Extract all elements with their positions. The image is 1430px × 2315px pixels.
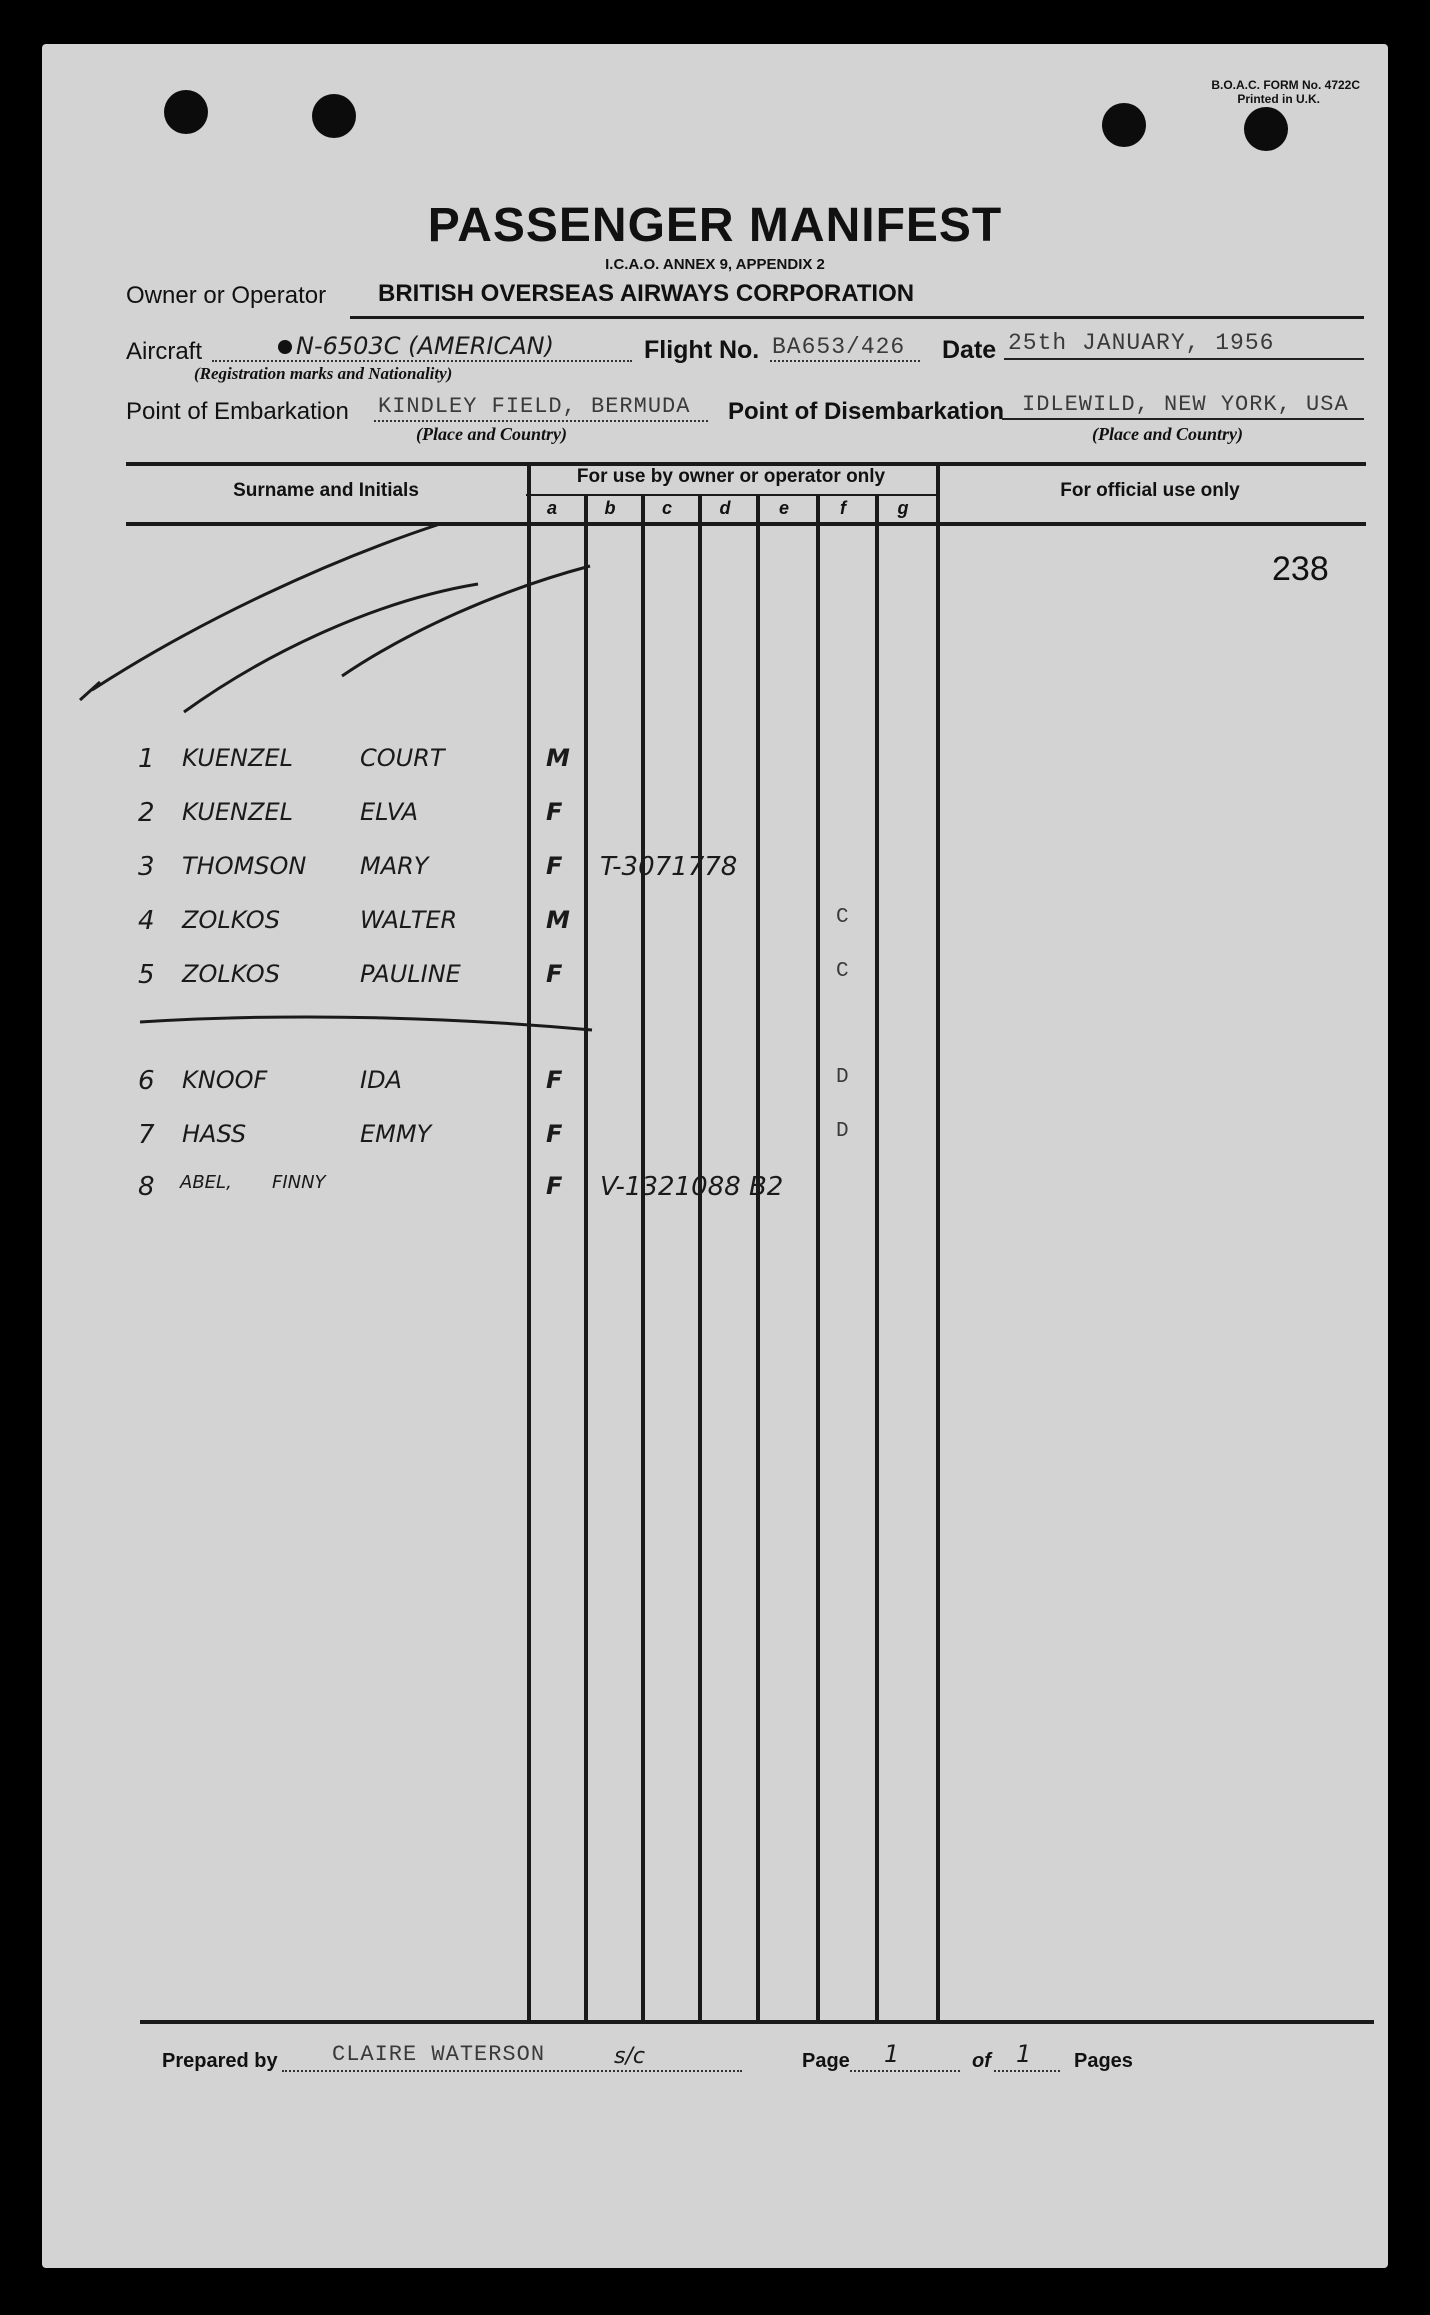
sub-column-e: e	[778, 498, 789, 518]
sex: F	[546, 798, 563, 826]
sub-column-d: d	[719, 498, 731, 518]
column-b-value: T-3071778	[600, 852, 738, 882]
given-name: WALTER	[360, 906, 458, 934]
prepared-field-line	[282, 2070, 742, 2072]
sub-column-a: a	[546, 498, 557, 518]
aircraft-value: N-6503C (AMERICAN)	[296, 332, 554, 360]
table-row	[0, 744, 1430, 784]
prepared-suffix: s/c	[614, 2044, 645, 2069]
table-row	[0, 852, 1430, 892]
embarkation-note: (Place and Country)	[416, 424, 567, 444]
surname: KNOOF	[182, 1066, 268, 1094]
surname: THOMSON	[182, 852, 307, 880]
table-row	[0, 1066, 1430, 1106]
page-label: Page	[802, 2050, 850, 2072]
column-f-value: C	[836, 906, 850, 929]
sex: F	[546, 960, 563, 988]
row-number: 6	[138, 1066, 155, 1096]
page-field-line	[850, 2070, 960, 2072]
subtitle: I.C.A.O. ANNEX 9, APPENDIX 2	[605, 256, 825, 273]
row-number: 3	[138, 852, 155, 882]
col-official-header: For official use only	[1060, 480, 1240, 501]
sex: F	[546, 1066, 563, 1094]
given-name: IDA	[360, 1066, 402, 1094]
sub-column-f: f	[840, 498, 846, 518]
col-operator-header: For use by owner or operator only	[576, 466, 886, 487]
given-name: PAULINE	[360, 960, 461, 988]
sex: F	[546, 1120, 563, 1148]
row-number: 1	[138, 744, 155, 774]
of-field-line	[994, 2070, 1060, 2072]
surname: ZOLKOS	[182, 960, 280, 988]
table-row	[0, 906, 1430, 946]
table-row	[0, 1120, 1430, 1160]
prepared-value: CLAIRE WATERSON	[332, 2042, 546, 2067]
surname: ABEL,	[180, 1172, 232, 1193]
surname: KUENZEL	[182, 744, 293, 772]
given-name: COURT	[360, 744, 445, 772]
pages-label: Pages	[1074, 2050, 1133, 2072]
column-b-value: V-1321088 B2	[600, 1172, 784, 1202]
page-title: PASSENGER MANIFEST	[427, 199, 1003, 252]
surname: ZOLKOS	[182, 906, 280, 934]
flight-label: Flight No.	[644, 336, 760, 364]
printed-in: Printed in U.K.	[1237, 92, 1320, 106]
surname: KUENZEL	[182, 798, 293, 826]
row-number: 5	[138, 960, 155, 990]
column-f-value: C	[836, 960, 850, 983]
sub-column-c: c	[661, 498, 672, 518]
table-bottom-rule	[140, 2020, 1374, 2024]
of-label: of	[972, 2050, 991, 2072]
date-value: 25th JANUARY, 1956	[1008, 330, 1275, 356]
page-value: 1	[884, 2040, 900, 2068]
table-row	[0, 1172, 1430, 1212]
aircraft-label: Aircraft	[126, 338, 203, 365]
flight-value: BA653/426	[772, 334, 906, 360]
sex: F	[546, 852, 563, 880]
official-number: 238	[1272, 550, 1329, 588]
col-surname-header: Surname and Initials	[233, 480, 419, 501]
disembarkation-note: (Place and Country)	[1092, 424, 1243, 444]
sub-column-b: b	[604, 498, 616, 518]
given-name: ELVA	[360, 798, 418, 826]
disembarkation-value: IDLEWILD, NEW YORK, USA	[1022, 392, 1349, 417]
given-name: FINNY	[272, 1172, 326, 1193]
row-number: 7	[138, 1120, 155, 1150]
table-row	[0, 798, 1430, 838]
sub-column-g: g	[897, 498, 909, 518]
given-name: EMMY	[360, 1120, 432, 1148]
row-number: 4	[138, 906, 155, 936]
given-name: MARY	[360, 852, 429, 880]
row-number: 2	[138, 798, 155, 828]
sex: M	[546, 744, 570, 772]
aircraft-note: (Registration marks and Nationality)	[194, 364, 453, 383]
prepared-label: Prepared by	[162, 2050, 278, 2072]
embarkation-value: KINDLEY FIELD, BERMUDA	[378, 394, 691, 419]
disembarkation-label: Point of Disembarkation	[728, 398, 1005, 425]
embarkation-label: Point of Embarkation	[126, 398, 349, 425]
column-f-value: D	[836, 1066, 850, 1089]
form-number: B.O.A.C. FORM No. 4722C	[1211, 78, 1360, 92]
date-label: Date	[942, 336, 997, 364]
column-f-value: D	[836, 1120, 850, 1143]
sex: M	[546, 906, 570, 934]
owner-value: BRITISH OVERSEAS AIRWAYS CORPORATION	[378, 280, 915, 307]
sex: F	[546, 1172, 563, 1200]
of-value: 1	[1016, 2040, 1032, 2068]
row-number: 8	[138, 1172, 155, 1202]
surname: HASS	[182, 1120, 247, 1148]
table-row	[0, 960, 1430, 1000]
owner-label: Owner or Operator	[126, 282, 327, 309]
